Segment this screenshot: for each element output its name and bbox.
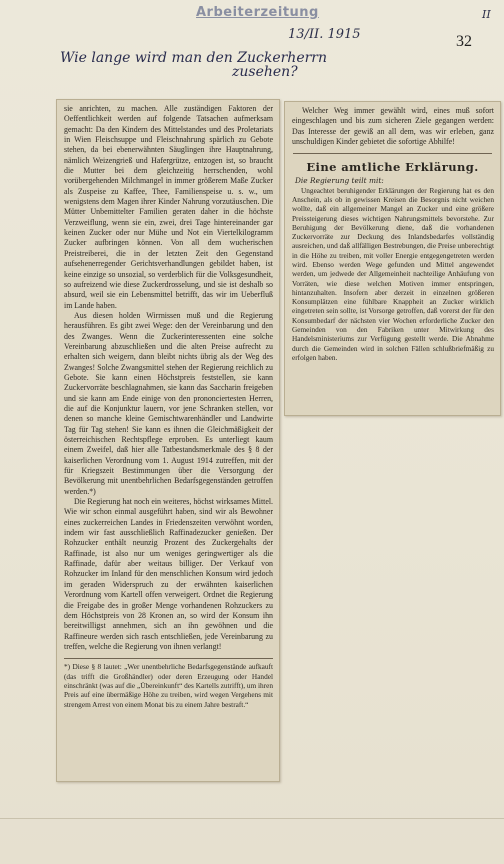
right-newspaper-clipping (284, 101, 501, 416)
left-paragraph-2: Aus diesen holden Wirrnissen muß und die Regierung herausführen. Es gibt zwei Wege: den der Vereinbarung und den des Zwanges. Wenn die Zuckerinteressenten eine solche Vereinbarung abzuschließen und die alten Preise aufrecht zu erhalten sich weigern, dann bleibt nichts übrig als der Weg des Zwanges! Solche Zwangsmittel stehen der Regierung reichlich zu Gebote. Sie kann einen Höchstpreis feststellen, sie kann Zuckervorräte beschlagnahmen, sie kann das Saccharin freigeben und sie kann am Ende einige von den prononciertesten Herren, die auf die Konjunktur lauern, vor jene Schranken stellen, vor denen so manche kleine Gemischtwarenhändler und Landwirte Tag für Tag stehen! Sie kann es ihnen die Gleichmäßigkeit der österreichischen Rechtspflege erproben. Es unterliegt kaum einem Zweifel, daß hier alle Tatbestandsmerkmale des § 8 der kaiserlichen Verordnung vom 1. August 1914 zutreffen, mit der für Kriegszeit Bestimmungen über die Versorgung der Bevölkerung mit unentbehrlichen Bedarfsgegenständen getroffen werden.*) (64, 310, 273, 496)
official-statement-headline: Eine amtliche Erklärung. (306, 159, 479, 174)
newspaper-stamp: Arbeiterzeitung (196, 5, 319, 20)
page-number: 32 (456, 33, 472, 50)
handwritten-note-line2: zusehen? (232, 64, 298, 80)
handwritten-date: 13/II. 1915 (288, 27, 361, 42)
official-statement-text: Ungeachtet beruhigender Erklärungen der Regierung hat es den Anschein, als ob in gewissen Kreisen die Besorgnis nicht weichen wollte, daß ein allgemeiner Mangel an Zucker und eine größere Preissteigerung dieses wichtigen Nahrungsmittels bevorstehe. Zur Beruhigung der Bevölkerung diene, daß die vorhandenen Zuckervorräte zur Deckung des Inlandsbedarfes vollständig ausreichen, und daß allfälligen Bestrebungen, die Preise unberechtigt in die Höhe zu treiben, mit voller Energie entgegengetreten werden wird. Ebenso werden Wege gefunden und Mittel angewendet werden, um jedwede der Allgemeinheit nachteilige Anhäufung von Vorräten, wie diese welchen Motiven immer entspringen, hintanzuhalten. Insofern aber derzeit in einzelnen größeren Konsumplätzen eine fühlbare Knappheit an Zucker wirklich eingetreten sein sollte, ist Vorsorge getroffen, daß vorerst der für den Konsumbedarf der nächsten vier Wochen erforderliche Zucker den Gemeinden von den Fabriken unter Mitwirkung des Handelsministeriums zur Verfügung gestellt werde. Die Abnahme durch die Gemeinden wird in solchen Fällen schlußbriefmäßig zu erfolgen haben. (292, 185, 495, 362)
left-paragraph-3: Die Regierung hat noch ein weiteres, höchst wirksames Mittel. Wie wir schon einmal ausgeführt haben, sind wir als Bewohner eines zuckerreichen Landes in Friedenszeiten verwöhnt worden, indem wir fast ausschließlich Raffinadezucker genießen. Der Rohzucker enthält neunzig Prozent des Zuckergehalts der Raffinade, ist also nur um weniges geringwertiger als die Raffinade, dafür aber weitaus billiger. Der Verkauf von Rohzucker im Inland für den menschlichen Konsum wird jedoch im geraden Widerspruch zu der erwähnten kaiserlichen Verordnung vom Kartell offen verweigert. Ordnet die Regierung die Freigabe des in großer Menge vorhandenen Rohzuckers zu dem Höchstpreis von 28 Kronen an, so wird der Konsum ihn bereitwilligst annehmen, sich an ihn gewöhnen und die Raffineure werden sich rasch entschließen, jede Vereinbarung zu treffen, welche die Regierung von ihnen verlangt! (64, 497, 273, 651)
left-paragraph-1: sie anrichten, zu machen. Alle zuständigen Faktoren der Oeffentlichkeit werden auf folgende Tatsachen aufmerksam gemacht: Da den Kindern des Mittelstandes und des Proletariats in Wien Fleischsuppe und Fleischnahrung spärlich zu Gebote stehen, da bei ebenerwähnten Säuglingen ihre Hauptnahrung, nämlich Weizengrieß und Hafergrütze, entzogen ist, so braucht die Mutter bei dem gleichzeitig herrschenden, wohl vorübergehenden Milchmangel in immer größerem Maße Zucker als Zuspeise zu Kaffee, Thee, Familienspeise u. s. w., um wenigstens dem Magen ihrer Kinder Nahrung vorzutäuschen. Die Mütter Unbemittelter Familien geraten daher in die höchste Verzweiflung, wenn sie ein, zwei, drei Tage hintereinander gar keinen Zucker oder nur Mühe und Not ein Viertelkilogramm Zucker aufbringen können. Von all dem wucherischen Preistreiberei, die in der letzten Zeit den Gegenstand aufsehenerregender Gerichtsverhandlungen gebildet haben, ist keine einzige so unsozial, so verderblich für die Volksgesundheit, so aufreizend wie diese Zuckerdrosselung, und sie ist deshalb so absurd, weil sie ein Lebensmittel betrifft, das wir im Ueberfluß im Lande haben. (64, 104, 273, 310)
footnote (64, 658, 273, 709)
right-top-article (285, 102, 500, 148)
section-divider (293, 153, 492, 154)
official-statement-body (285, 186, 500, 363)
official-statement-subline: Die Regierung teilt mit: (295, 175, 384, 185)
footnote-text: *) Diese § 8 lautet: „Wer unentbehrliche Bedarfsgegenstände aufkauft (das trifft die Großhändler) oder deren Erzeugung oder Handel einschränkt (was auf die „Übereinkunft“ des Kartells zutrifft), um ihren Preis auf eine übermäßige Höhe zu treiben, wird wegen Vergehens mit strengem Arrest von einem Monat bis zu einem Jahre bestraft.“ (64, 662, 273, 709)
left-newspaper-clipping (56, 99, 280, 782)
left-article-body (57, 100, 279, 709)
corner-mark: II (482, 8, 491, 21)
handwritten-note-line1: Wie lange wird man den Zuckerherrn (60, 50, 328, 66)
right-top-paragraph: Welcher Weg immer gewählt wird, eines muß sofort eingeschlagen und bis zum sicheren Ziele gegangen werden: Das Interesse der gewiß an all dem, was wir erleben, ganz unschuldigen Kinder gebietet die sofortige Abhilfe! (292, 106, 494, 147)
sheet-fold-line (0, 818, 504, 819)
handwritten-note (60, 50, 327, 80)
